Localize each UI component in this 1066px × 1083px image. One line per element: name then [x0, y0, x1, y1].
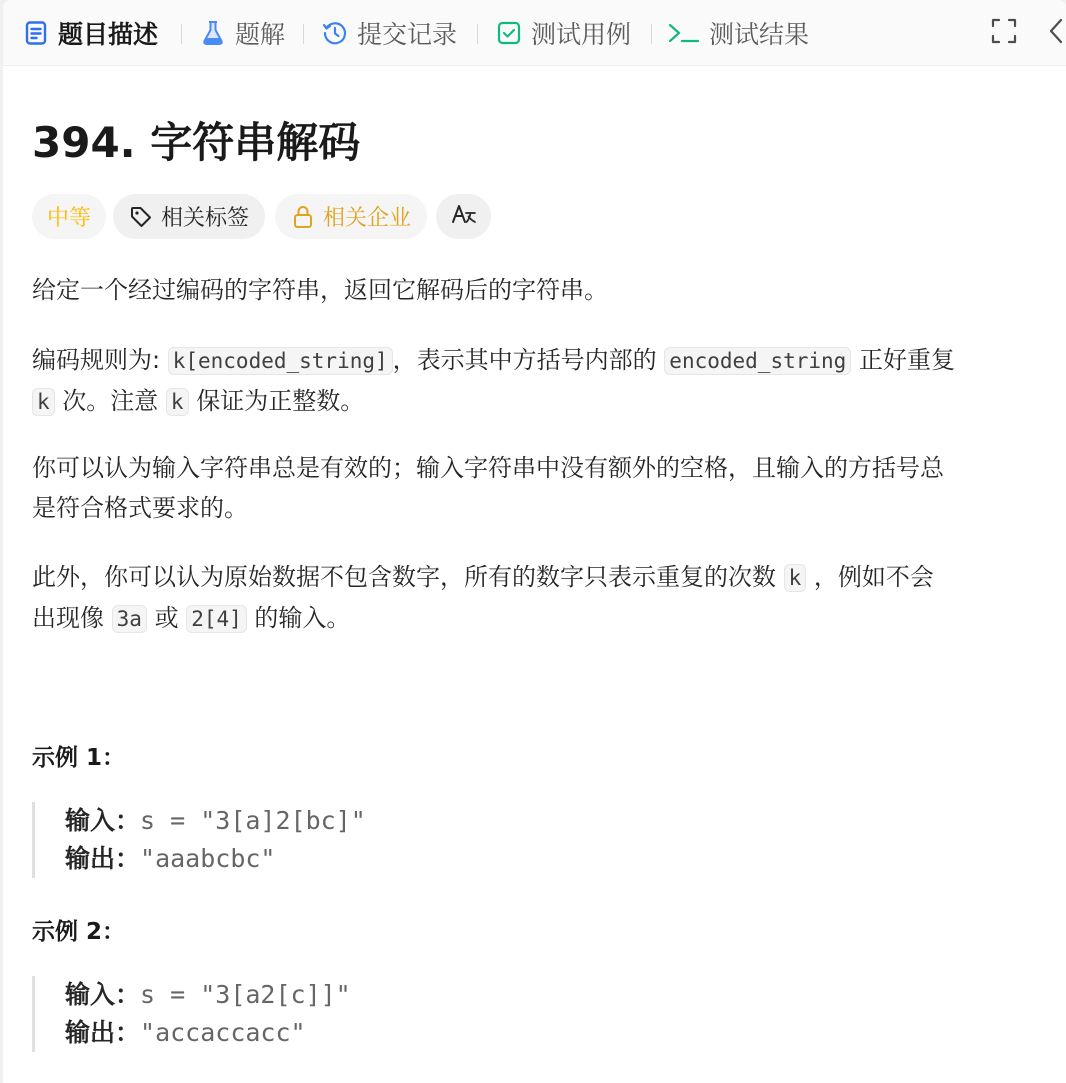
inline-code: encoded_string — [664, 347, 851, 375]
problem-panel — [3, 0, 1066, 1083]
tab-solutions[interactable] — [200, 14, 285, 52]
tab-label: 题解 — [235, 20, 286, 49]
difficulty-label: 中等 — [46, 206, 91, 231]
inline-code: k — [784, 564, 807, 592]
description-text: 此外，你可以认为原始数据不包含数字，所有的数字只表示重复的次数 — [32, 563, 784, 591]
description-text: ，例如不会 — [806, 563, 934, 591]
example-input — [65, 976, 351, 1014]
description-line: 是符合格式要求的。 — [32, 494, 248, 522]
description-text: 的输入。 — [246, 604, 351, 632]
description-text: 次。注意 — [54, 387, 166, 415]
description-paragraph — [32, 557, 934, 639]
inline-code: 2[4] — [186, 605, 247, 633]
lock-icon — [291, 205, 315, 229]
related-tags-label: 相关标签 — [161, 206, 250, 231]
example-input — [65, 802, 366, 840]
tab-description[interactable] — [23, 14, 158, 52]
output-value: "accaccacc" — [140, 1018, 306, 1047]
input-value: s = "3[a]2[bc]" — [140, 806, 366, 835]
difficulty-badge — [32, 194, 106, 239]
example-title: 示例 1： — [32, 745, 126, 771]
example-block — [32, 976, 351, 1052]
tab-label: 题目描述 — [58, 20, 159, 49]
description-icon — [23, 20, 49, 46]
description-paragraph — [32, 340, 955, 422]
description-text: 正好重复 — [851, 346, 955, 374]
tab-label: 测试用例 — [531, 20, 632, 49]
inline-code: k — [32, 388, 55, 416]
example-output — [65, 840, 366, 878]
inline-code: k[encoded_string] — [168, 347, 393, 375]
input-label: 输入： — [65, 806, 141, 835]
description-text: 或 — [146, 604, 187, 632]
description-line: 你可以认为输入字符串总是有效的；输入字符串中没有额外的空格，且输入的方括号总 — [32, 454, 944, 482]
translate-button[interactable] — [436, 194, 491, 239]
fullscreen-icon — [991, 18, 1017, 48]
tab-submissions[interactable] — [322, 14, 457, 52]
tab-divider — [651, 24, 652, 44]
chevron-left-icon — [1046, 18, 1066, 48]
example-output — [65, 1014, 351, 1052]
tab-results[interactable] — [668, 14, 809, 52]
description-text: 给定一个经过编码的字符串，返回它解码后的字符串。 — [32, 276, 608, 304]
description-text: ，表示其中方括号内部的 — [392, 346, 665, 374]
output-label: 输出： — [65, 1018, 141, 1047]
flask-icon — [200, 20, 226, 46]
tab-divider — [181, 24, 182, 44]
description-paragraph — [32, 270, 608, 310]
tab-bar — [3, 0, 1066, 66]
description-text: 编码规则为: — [32, 346, 168, 374]
tag-icon — [129, 205, 153, 229]
description-text: 出现像 — [32, 604, 112, 632]
translate-icon — [451, 203, 477, 231]
description-line — [32, 381, 955, 422]
example-title: 示例 2： — [32, 919, 126, 945]
related-companies-label: 相关企业 — [323, 206, 412, 231]
problem-title: 394. 字符串解码 — [32, 118, 361, 167]
fullscreen-button[interactable] — [989, 18, 1019, 48]
output-value: "aaabcbc" — [140, 844, 276, 873]
description-line — [32, 340, 955, 381]
description-paragraph — [32, 448, 944, 528]
inline-code: k — [166, 388, 189, 416]
description-line — [32, 557, 934, 598]
description-line — [32, 598, 934, 639]
example-block — [32, 802, 366, 878]
history-icon — [322, 20, 348, 46]
tab-divider — [303, 24, 304, 44]
description-text: 保证为正整数。 — [188, 387, 365, 415]
related-tags-button[interactable] — [113, 194, 265, 239]
input-label: 输入： — [65, 980, 141, 1009]
terminal-icon — [668, 20, 700, 46]
tab-testcases[interactable] — [496, 14, 631, 52]
tab-divider — [477, 24, 478, 44]
collapse-button[interactable] — [1041, 18, 1066, 48]
output-label: 输出： — [65, 844, 141, 873]
tab-label: 提交记录 — [357, 20, 458, 49]
tab-label: 测试结果 — [709, 20, 810, 49]
related-companies-button[interactable] — [275, 194, 427, 239]
checkbox-icon — [496, 20, 522, 46]
input-value: s = "3[a2[c]]" — [140, 980, 351, 1009]
inline-code: 3a — [112, 605, 147, 633]
